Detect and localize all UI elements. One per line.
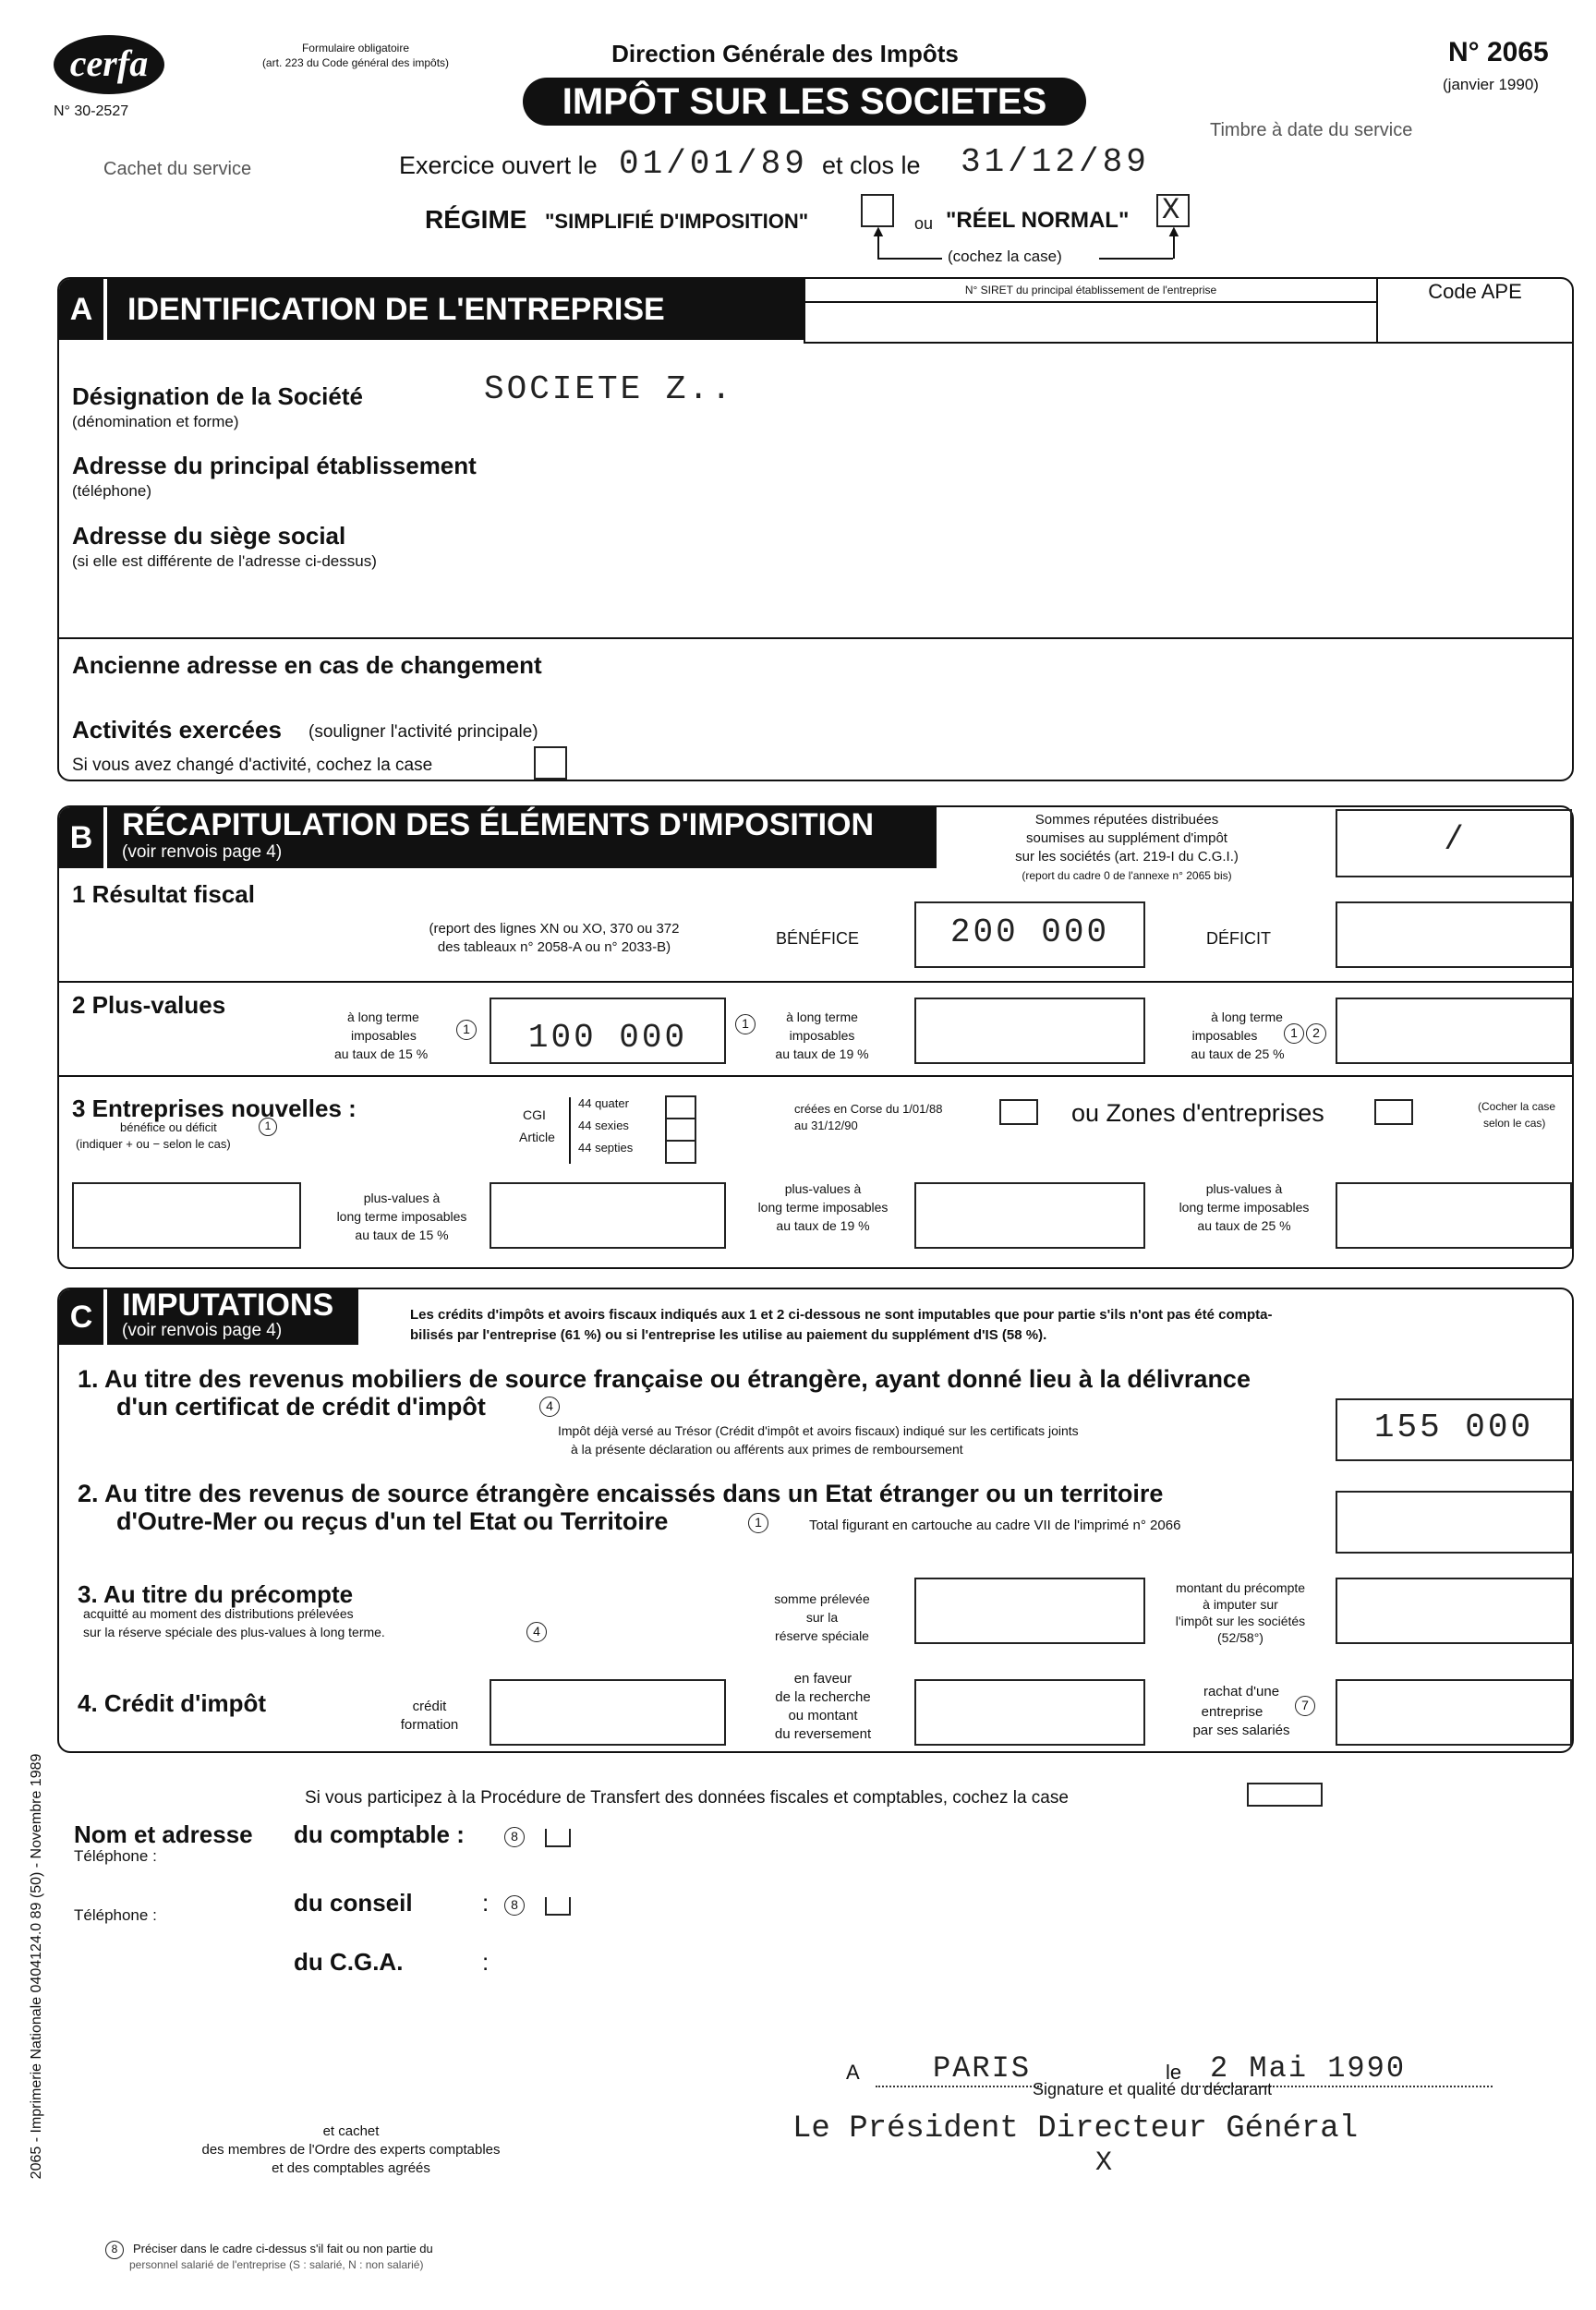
plus-values-label: 2 Plus-values (72, 991, 226, 1019)
sommes-line-3: sur les sociétés (art. 219-I du C.G.I.) (1015, 849, 1239, 865)
conseil-colon: : (482, 1889, 490, 1917)
credit-recherche-field[interactable] (914, 1679, 1145, 1746)
sommes-line-4: (report du cadre 0 de l'annexe n° 2065 bis) (1022, 869, 1232, 882)
nom-adresse-label: Nom et adresse (74, 1820, 253, 1848)
section-c-title: IMPUTATIONS (122, 1288, 334, 1323)
pv15-line-3: au taux de 15 % (334, 1046, 429, 1061)
adresse-principal-sub: (téléphone) (72, 482, 152, 500)
du-conseil-label: du conseil (294, 1889, 413, 1917)
imputation-3-right-1: montant du précompte (1175, 1580, 1306, 1595)
cocher-line-1: (Cocher la case (1478, 1100, 1556, 1113)
imputation-2-circle: 1 (748, 1513, 768, 1533)
ou-label: ou (914, 214, 934, 233)
imputation-3-mid-3: réserve spéciale (775, 1628, 869, 1643)
section-b-letter: B (59, 807, 103, 868)
benefice-value: 200 000 (949, 913, 1110, 951)
rachat-line-3: par ses salariés (1192, 1723, 1290, 1738)
deficit-label: DÉFICIT (1206, 929, 1271, 948)
mandatory-form-note: Formulaire obligatoire (301, 42, 410, 54)
cgi-label: CGI (523, 1107, 546, 1122)
cachet-line-1: et cachet (322, 2123, 380, 2139)
credit-recherche-4: du reversement (774, 1726, 872, 1742)
art-quater-checkbox[interactable] (665, 1095, 696, 1119)
article-reference: (art. 223 du Code général des impôts) (261, 56, 450, 69)
art-sexies-checkbox[interactable] (665, 1118, 696, 1142)
credit-impot-label: 4. Crédit d'impôt (78, 1689, 267, 1717)
ape-input[interactable] (1385, 305, 1566, 336)
a-label: A (846, 2061, 860, 2084)
pv19-line-3: au taux de 19 % (775, 1046, 869, 1061)
cachet-line-2: des membres de l'Ordre des experts comptables (201, 2142, 501, 2158)
regime-simplifie-label: "SIMPLIFIÉ D'IMPOSITION" (545, 210, 809, 233)
cerfa-number: N° 30-2527 (54, 103, 129, 119)
designation-value[interactable]: SOCIETE Z.. (484, 370, 734, 408)
n-pv15-line-3: au taux de 15 % (355, 1228, 449, 1242)
cerfa-logo: cerfa (54, 35, 164, 94)
credit-recherche-3: ou montant (788, 1708, 858, 1723)
pv25-note-circle-1: 1 (1284, 1023, 1304, 1044)
n-pv25-field[interactable] (1336, 1182, 1572, 1249)
section-b-title: RÉCAPITULATION DES ÉLÉMENTS D'IMPOSITION (122, 807, 875, 842)
conseil-checkbox[interactable] (545, 1897, 571, 1916)
rachat-line-2: entreprise (1201, 1704, 1264, 1720)
activites-sub: (souligner l'activité principale) (308, 722, 538, 742)
imputation-1-value: 155 000 (1373, 1409, 1534, 1446)
section-b-line-1 (59, 981, 1572, 983)
designation-label: Désignation de la Société (72, 382, 363, 410)
zones-label: ou Zones d'entreprises (1071, 1099, 1324, 1127)
section-b-subtitle: (voir renvois page 4) (122, 842, 283, 862)
n-pv19-line-2: long terme imposables (757, 1200, 889, 1215)
imputation-3-circle: 4 (526, 1622, 547, 1642)
credit-formation-1: crédit (412, 1699, 447, 1714)
le-label: le (1166, 2061, 1182, 2084)
rachat-line-1: rachat d'une (1203, 1684, 1280, 1699)
exercice-open-date[interactable]: 01/01/89 (619, 145, 808, 183)
signataire-value[interactable]: Le Président Directeur Général (792, 2111, 1359, 2147)
section-a-letter: A (59, 279, 103, 340)
n-pv15-field[interactable] (490, 1182, 726, 1249)
r3-result-field[interactable] (72, 1182, 301, 1249)
dgi-heading: Direction Générale des Impôts (611, 40, 959, 67)
conseil-circle: 8 (504, 1895, 525, 1916)
n-pv19-field[interactable] (914, 1182, 1145, 1249)
pv15-line-2: imposables (351, 1028, 417, 1043)
n-pv19-line-1: plus-values à (784, 1181, 862, 1196)
imputation-3-right-4: (52/58°) (1217, 1630, 1264, 1645)
art-quater-label: 44 quater (578, 1096, 629, 1110)
preciser-circle: 8 (105, 2241, 124, 2259)
r3-sub-line-1: bénéfice ou déficit (120, 1120, 217, 1134)
n-pv25-line-2: long terme imposables (1179, 1200, 1310, 1215)
du-cga-label: du C.G.A. (294, 1948, 404, 1976)
ape-label: Code APE (1428, 280, 1522, 303)
pv15-line-1: à long terme (347, 1010, 419, 1024)
imputation-3-line-c: sur la réserve spéciale des plus-values à long terme. (83, 1625, 385, 1639)
activites-change-label: Si vous avez changé d'activité, cochez la case (72, 756, 433, 775)
regime-reel-label: "RÉEL NORMAL" (946, 208, 1130, 233)
n-pv25-line-3: au taux de 25 % (1197, 1218, 1291, 1233)
imputation-3-right-2: à imputer sur (1203, 1597, 1278, 1612)
pv19-line-2: imposables (789, 1028, 855, 1043)
section-a-header-line (804, 342, 1572, 344)
n-pv15-line-1: plus-values à (363, 1191, 441, 1205)
imputation-2-line-a: 2. Au titre des revenus de source étrangère encaissés dans un Etat étranger ou un territoire (78, 1480, 1164, 1507)
activites-change-checkbox[interactable] (534, 746, 567, 780)
credit-recherche-1: en faveur (793, 1671, 852, 1687)
regime-label: RÉGIME (425, 205, 527, 234)
cga-colon: : (482, 1948, 490, 1976)
entreprises-nouvelles-label: 3 Entreprises nouvelles : (72, 1095, 357, 1122)
section-c-letter: C (59, 1289, 103, 1345)
timbre-label: Timbre à date du service (1210, 120, 1413, 140)
cochez-note: (cochez la case) (948, 248, 1062, 265)
rachat-field[interactable] (1336, 1679, 1572, 1746)
article-label: Article (519, 1130, 555, 1144)
section-b-line-2 (59, 1075, 1572, 1077)
pv15-value: 100 000 (527, 1019, 688, 1057)
exercice-label: Exercice ouvert le (399, 151, 598, 179)
pv25-note-circle-2: 2 (1306, 1023, 1326, 1044)
preciser-line-2: personnel salarié de l'entreprise (S : salarié, N : non salarié) (129, 2258, 424, 2271)
credit-formation-2: formation (400, 1717, 459, 1733)
cocher-line-2: selon le cas) (1483, 1117, 1546, 1130)
imputation-2-line-b: d'Outre-Mer ou reçus d'un tel Etat ou Territoire (116, 1507, 669, 1535)
pv15-note-circle: 1 (456, 1020, 477, 1040)
r1-report-line-1: (report des lignes XN ou XO, 370 ou 372 (429, 921, 680, 937)
siret-label: N° SIRET du principal établissement de l'entreprise (964, 284, 1217, 296)
section-c-note-2: bilisés par l'entreprise (61 %) ou si l'entreprise les utilise au paiement du supplément d'IS (58 %). (410, 1327, 1047, 1343)
sommes-value: / (1444, 821, 1464, 859)
imputation-3-mid-1: somme prélevée (774, 1591, 870, 1606)
arrow-up-left: ▲ (870, 222, 887, 240)
clos-label: et clos le (822, 151, 921, 179)
section-c-subtitle: (voir renvois page 4) (122, 1321, 283, 1340)
section-c-note-1: Les crédits d'impôts et avoirs fiscaux indiqués aux 1 et 2 ci-dessous ne sont imputables que pour partie s'ils n'ont pas été compta- (410, 1307, 1273, 1323)
credit-recherche-2: de la recherche (775, 1689, 871, 1705)
corse-checkbox[interactable] (999, 1099, 1038, 1125)
lieu-value[interactable]: PARIS (933, 2051, 1032, 2086)
section-a-title: IDENTIFICATION DE L'ENTREPRISE (107, 279, 804, 340)
adresse-siege-label: Adresse du siège social (72, 522, 346, 550)
pv25-line-3: au taux de 25 % (1191, 1046, 1285, 1061)
date-value[interactable]: 2 Mai 1990 (1210, 2051, 1407, 2086)
section-a-siret-label-line (804, 301, 1376, 303)
du-comptable-label: du comptable : (294, 1820, 465, 1848)
pv19-field[interactable] (914, 998, 1145, 1064)
imputation-1-circle: 4 (539, 1397, 560, 1417)
preciser-line-1: Préciser dans le cadre ci-dessus s'il fait ou non partie du (133, 2242, 433, 2256)
corse-line-1: créées en Corse du 1/01/88 (794, 1102, 943, 1116)
activites-label: Activités exercées (72, 716, 282, 744)
transfert-label: Si vous participez à la Procédure de Transfert des données fiscales et comptables, cochez la case (305, 1788, 1069, 1808)
siret-input[interactable] (813, 305, 1367, 336)
pv19-line-1: à long terme (786, 1010, 858, 1024)
arrow-bottom-line-right (1099, 258, 1173, 260)
signature-label: Signature et qualité du déclarant (1033, 2080, 1273, 2098)
rachat-circle: 7 (1295, 1696, 1315, 1716)
cachet-line-3: et des comptables agréés (272, 2160, 430, 2176)
regime-reel-mark: X (1162, 193, 1180, 227)
pv25-field[interactable] (1336, 998, 1572, 1064)
imputation-1-line-b: d'un certificat de crédit d'impôt (116, 1393, 486, 1421)
imputation-1-note-1: Impôt déjà versé au Trésor (Crédit d'impôt et avoirs fiscaux) indiqué sur les certificats joints (558, 1423, 1079, 1438)
arrow-up-right: ▲ (1166, 222, 1182, 240)
r1-report-line-2: des tableaux n° 2058-A ou n° 2033-B) (437, 939, 671, 955)
pv25-line-2: imposables (1191, 1028, 1258, 1043)
signature-mark: X (1095, 2147, 1113, 2179)
pv25-line-1: à long terme (1211, 1010, 1283, 1024)
imputation-1-note-2: à la présente déclaration ou afférents aux primes de remboursement (571, 1442, 963, 1457)
cachet-service-label: Cachet du service (103, 159, 252, 179)
n-pv19-line-3: au taux de 19 % (776, 1218, 870, 1233)
sommes-line-1: Sommes réputées distribuées (1034, 812, 1219, 828)
imputation-3-line-a: 3. Au titre du précompte (78, 1580, 354, 1608)
imputation-2-note: Total figurant en cartouche au cadre VII de l'imprimé n° 2066 (809, 1518, 1181, 1533)
arrow-bottom-line-left (877, 258, 942, 260)
n-pv15-line-2: long terme imposables (336, 1209, 467, 1224)
ancienne-adresse-label: Ancienne adresse en cas de changement (72, 651, 542, 679)
form-title: IMPÔT SUR LES SOCIETES (523, 78, 1086, 126)
imputation-3-right-3: l'impôt sur les sociétés (1175, 1614, 1306, 1628)
imputation-3-mid-field[interactable] (914, 1578, 1145, 1644)
n-pv25-line-1: plus-values à (1205, 1181, 1283, 1196)
r3-note-circle: 1 (259, 1118, 277, 1136)
deficit-field[interactable] (1336, 901, 1572, 968)
telephone-1-label: Téléphone : (74, 1847, 157, 1865)
pv19-note-circle: 1 (735, 1014, 756, 1034)
adresse-principal-label: Adresse du principal établissement (72, 452, 477, 479)
imputation-3-right-field[interactable] (1336, 1578, 1572, 1644)
margin-imprint: 2065 - Imprimerie Nationale 0404124.0 89 (50) - Novembre 1989 (29, 1753, 45, 2180)
imputation-1-line-a: 1. Au titre des revenus mobiliers de source française ou étrangère, ayant donné lieu à la délivrance (78, 1365, 1251, 1393)
section-a-middle-line (59, 637, 1572, 639)
r3-sub-line-2: (indiquer + ou − selon le cas) (76, 1137, 231, 1151)
zones-checkbox[interactable] (1374, 1099, 1413, 1125)
corse-line-2: au 31/12/90 (794, 1119, 858, 1132)
imputation-2-field[interactable] (1336, 1491, 1572, 1554)
resultat-fiscal-label: 1 Résultat fiscal (72, 880, 255, 908)
benefice-label: BÉNÉFICE (776, 929, 860, 948)
exercice-close-date[interactable]: 31/12/89 (961, 143, 1150, 181)
comptable-checkbox[interactable] (545, 1829, 571, 1847)
transfert-checkbox[interactable] (1247, 1783, 1323, 1807)
lieu-dotted-line (876, 2086, 1042, 2087)
article-brace (569, 1097, 571, 1164)
imputation-3-line-b: acquitté au moment des distributions prélevées (83, 1606, 354, 1621)
sommes-line-2: soumises au supplément d'impôt (1026, 830, 1227, 846)
art-sexies-label: 44 sexies (578, 1119, 629, 1132)
imputation-3-mid-2: sur la (805, 1610, 839, 1625)
adresse-siege-sub: (si elle est différente de l'adresse ci-dessus) (72, 552, 377, 570)
credit-formation-field[interactable] (490, 1679, 726, 1746)
art-septies-checkbox[interactable] (665, 1140, 696, 1164)
comptable-circle: 8 (504, 1827, 525, 1847)
form-number: N° 2065 (1448, 37, 1549, 67)
art-septies-label: 44 septies (578, 1141, 634, 1155)
form-date: (janvier 1990) (1443, 76, 1539, 93)
designation-sub: (dénomination et forme) (72, 413, 239, 430)
telephone-2-label: Téléphone : (74, 1906, 157, 1924)
